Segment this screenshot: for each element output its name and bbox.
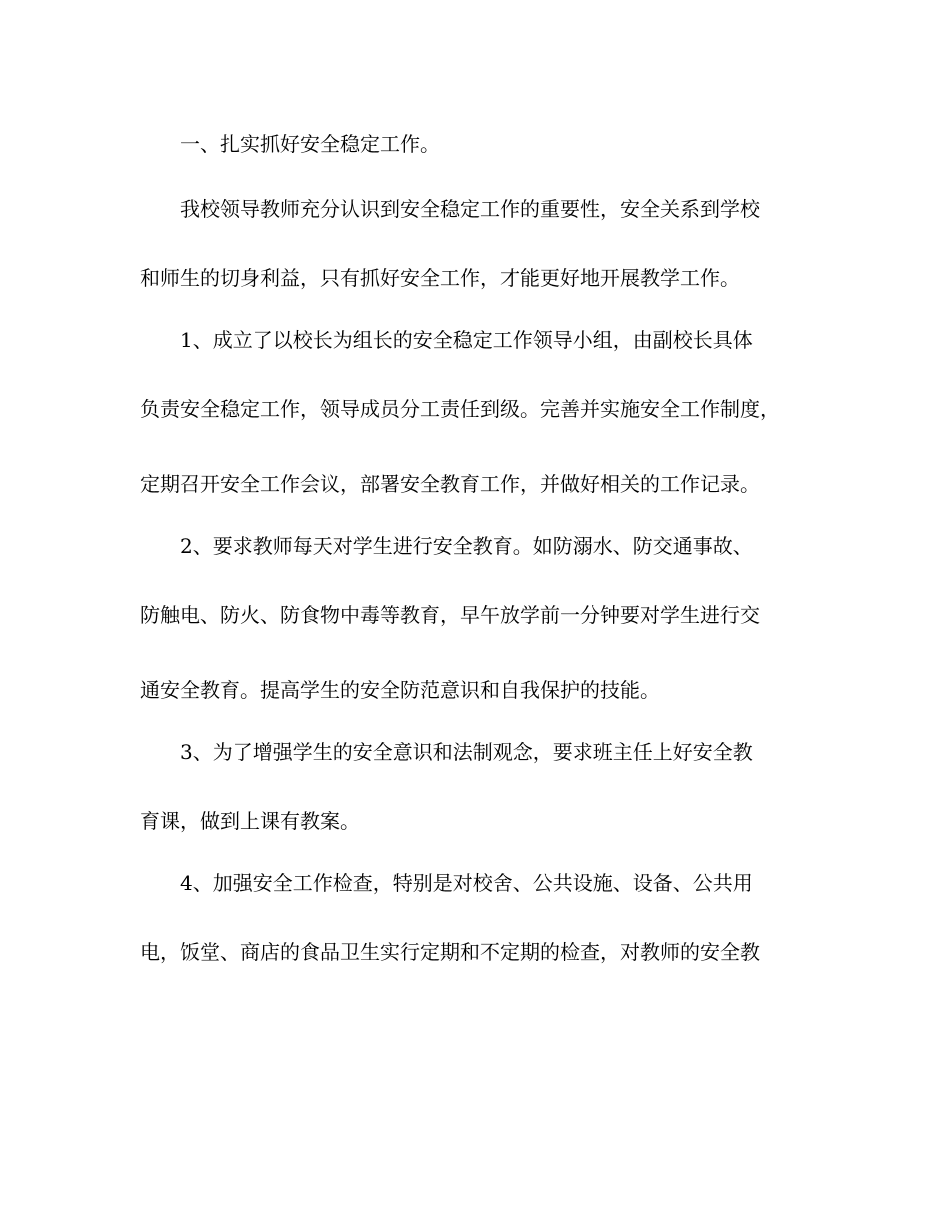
section-heading: 一、扎实抓好安全稳定工作。 xyxy=(180,132,440,156)
paragraph-line: 1、成立了以校长为组长的安全稳定工作领导小组，由副校长具体 xyxy=(180,328,753,352)
paragraph-line: 和师生的切身利益，只有抓好安全工作，才能更好地开展教学工作。 xyxy=(140,266,740,290)
paragraph-line: 负责安全稳定工作，领导成员分工责任到级。完善并实施安全工作制度， xyxy=(140,397,780,421)
paragraph-line: 育课，做到上课有教案。 xyxy=(140,809,360,833)
paragraph-line: 定期召开安全工作会议，部署安全教育工作，并做好相关的工作记录。 xyxy=(140,472,760,496)
paragraph-line: 2、要求教师每天对学生进行安全教育。如防溺水、防交通事故、 xyxy=(180,534,753,558)
paragraph-line: 我校领导教师充分认识到安全稳定工作的重要性，安全关系到学校 xyxy=(180,197,760,221)
paragraph-line: 3、为了增强学生的安全意识和法制观念，要求班主任上好安全教 xyxy=(180,740,753,764)
paragraph-line: 4、加强安全工作检查，特别是对校舍、公共设施、设备、公共用 xyxy=(180,871,753,895)
paragraph-line: 电，饭堂、商店的食品卫生实行定期和不定期的检查，对教师的安全教 xyxy=(140,940,760,964)
paragraph-line: 防触电、防火、防食物中毒等教育，早午放学前一分钟要对学生进行交 xyxy=(140,603,760,627)
paragraph-line: 通安全教育。提高学生的安全防范意识和自我保护的技能。 xyxy=(140,678,660,702)
